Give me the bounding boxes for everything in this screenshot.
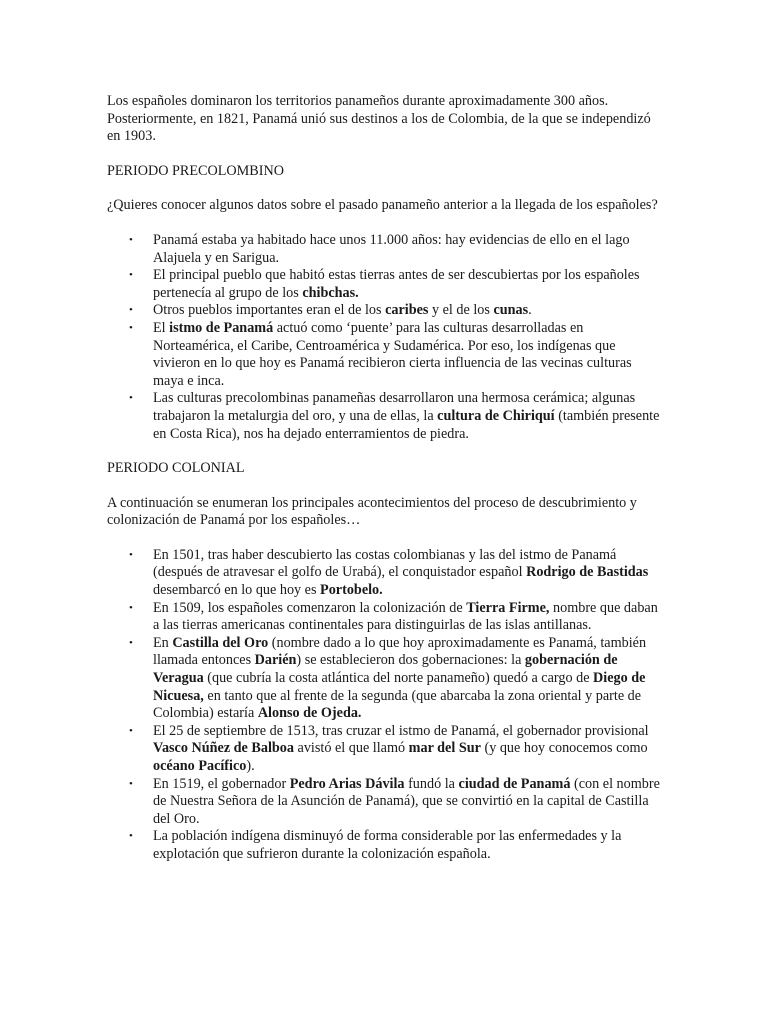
bold-text-run: Diego de Nicuesa,	[153, 670, 646, 704]
bullet-icon: •	[129, 777, 133, 790]
text-run: actuó como ‘puente’ para las culturas desarrolladas en Norteamérica, el Caribe, Centroamérica y Sudamérica. Por eso, los indígenas que vivieron en lo que hoy es Panamá recibieron cierta influencia de las vecinas culturas maya e inca.	[153, 319, 632, 389]
list-item	[107, 320, 662, 390]
bold-text-run: Portobelo.	[320, 582, 383, 599]
bullet-icon: •	[129, 601, 133, 614]
text-run: Panamá estaba ya habitado hace unos 11.000 años: hay evidencias de ello en el lago Alajuela y en Sarigua.	[153, 231, 630, 266]
bullet-icon: •	[129, 269, 133, 282]
text-run: En 1509, los españoles comenzaron la colonización de	[153, 599, 467, 616]
list-item	[107, 547, 662, 600]
document-page	[107, 93, 662, 881]
text-run: (que cubría la costa atlántica del norte panameño) quedó a cargo de	[203, 670, 594, 687]
list-item	[107, 302, 662, 320]
list-item	[107, 600, 662, 635]
text-run: ) se establecieron dos gobernaciones: la	[296, 652, 525, 669]
bold-text-run: cultura de Chiriquí	[437, 407, 555, 424]
text-run: en tanto que al frente de la segunda (que abarcaba la zona oriental y parte de Colombia) estaría	[153, 687, 642, 722]
bullet-icon: •	[129, 830, 133, 843]
text-run: desembarcó en lo que hoy es	[153, 582, 321, 599]
bullet-icon: •	[129, 321, 133, 334]
bold-text-run: mar del Sur	[408, 740, 481, 757]
text-run: (nombre dado a lo que hoy aproximadamente es Panamá, también llamada entonces	[153, 634, 647, 669]
list-item	[107, 828, 662, 863]
text-run: Los españoles dominaron los territorios panameños durante aproximadamente 300 años. Posteriormente, en 1821, Panamá unió sus destinos a los de Colombia, de la que se independizó en 1903.	[107, 93, 651, 145]
text-run: En	[153, 634, 173, 651]
bold-text-run: istmo de Panamá	[169, 319, 274, 336]
text-run: nombre que daban a las tierras americanas continentales para distinguirlas de las islas antillanas.	[153, 599, 658, 634]
bold-text-run: Tierra Firme,	[466, 599, 550, 616]
text-run: y el de los	[428, 302, 494, 319]
text-run: (y que hoy conocemos como	[480, 740, 648, 757]
heading-colonial: PERIODO COLONIAL	[107, 460, 245, 477]
colonial-intro-paragraph: A continuación se enumeran los principales acontecimientos del proceso de descubrimiento y colonización de Panamá por los españoles…	[107, 494, 637, 529]
list-item	[107, 267, 662, 302]
text-run: En 1519, el gobernador	[153, 775, 290, 792]
list-item	[107, 723, 662, 776]
list-item	[107, 776, 662, 829]
text-run: Las culturas precolombinas panameñas desarrollaron una hermosa cerámica; algunas trabajaron la metalurgia del oro, y una de ellas, la	[153, 390, 636, 424]
bullet-icon: •	[129, 636, 133, 649]
bold-text-run: Alonso de Ojeda.	[257, 705, 362, 722]
text-run: Otros pueblos importantes eran el de los	[153, 302, 386, 319]
bold-text-run: gobernación de Veragua	[153, 652, 618, 687]
bullet-icon: •	[129, 304, 133, 317]
bold-text-run: Vasco Núñez de Balboa	[153, 740, 294, 757]
text-run: El principal pueblo que habitó estas tierras antes de ser descubiertas por los españoles pertenecía al grupo de los	[153, 267, 640, 301]
text-run: .	[528, 302, 532, 319]
text-run: La población indígena disminuyó de forma considerable por las enfermedades y la explotación que sufrieron durante la colonización española.	[153, 828, 622, 862]
bold-text-run: Darién	[254, 652, 297, 669]
list-item	[107, 390, 662, 443]
bullet-icon: •	[129, 724, 133, 737]
bold-text-run: ciudad de Panamá	[458, 775, 571, 792]
text-run: ).	[246, 758, 255, 774]
list-item	[107, 635, 662, 723]
precolombino-list	[107, 232, 662, 443]
list-item	[107, 232, 662, 267]
bold-text-run: cunas	[493, 302, 529, 319]
bullet-icon: •	[129, 392, 133, 405]
text-run: El 25 de septiembre de 1513, tras cruzar el istmo de Panamá, el gobernador provisional	[153, 722, 649, 739]
bullet-icon: •	[129, 233, 133, 246]
text-run: En 1501, tras haber descubierto las costas colombianas y las del istmo de Panamá (después de atravesar el golfo de Urabá), el conquistador español	[153, 546, 617, 581]
bold-text-run: Pedro Arias Dávila	[289, 775, 405, 792]
intro-paragraph	[107, 93, 662, 146]
text-run: fundó la	[404, 775, 459, 792]
question-paragraph: ¿Quieres conocer algunos datos sobre el pasado panameño anterior a la llegada de los españoles?	[107, 197, 658, 214]
heading-precolombino: PERIODO PRECOLOMBINO	[107, 162, 284, 179]
bold-text-run: chibchas.	[302, 284, 359, 301]
bullet-icon: •	[129, 548, 133, 561]
text-run: avistó el que llamó	[293, 740, 409, 757]
text-run: (también presente en Costa Rica), nos ha dejado enterramientos de piedra.	[153, 407, 660, 442]
text-run: El	[153, 319, 170, 336]
text-run: (con el nombre de Nuestra Señora de la Asunción de Panamá), que se convirtió en la capital de Castilla del Oro.	[153, 775, 660, 827]
bold-text-run: Castilla del Oro	[172, 634, 269, 651]
bold-text-run: caribes	[385, 302, 429, 319]
bold-text-run: Rodrigo de Bastidas	[526, 564, 649, 581]
colonial-list	[107, 547, 662, 864]
bold-text-run: océano Pacífico	[153, 758, 247, 774]
